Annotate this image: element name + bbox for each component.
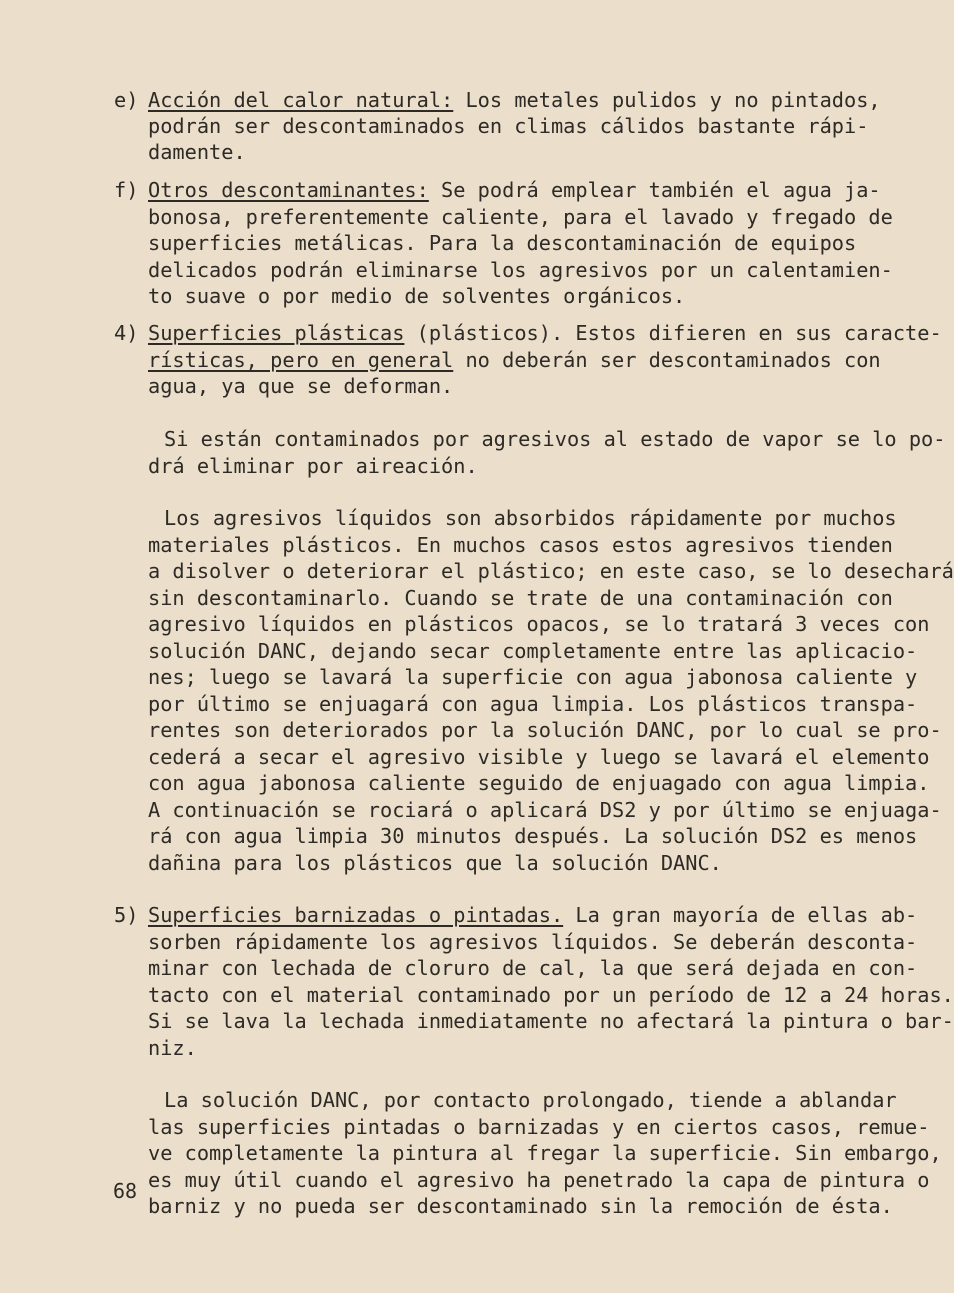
item-f-heading: Otros descontaminantes: — [148, 178, 429, 202]
item-4-para3-line-1: Los agresivos líquidos son absorbidos rápidamente por muchos — [164, 506, 897, 530]
item-4-para3-line-6: solución DANC, dejando secar completamente entre las aplicacio- — [148, 638, 918, 663]
item-4-para3-line-11: con agua jabonosa caliente seguido de enjuagado con agua limpia. — [148, 771, 930, 795]
item-4-heading: Superficies plásticas — [148, 321, 405, 345]
item-e-line-2: podrán ser descontaminados en climas cálidos bastante rápi- — [148, 114, 869, 138]
item-5-marker: 5) — [114, 903, 139, 927]
item-f-line-4: delicados podrán eliminarse los agresivos por un calentamien- — [148, 257, 893, 282]
item-f-line-3: superficies metálicas. Para la descontaminación de equipos — [148, 231, 857, 255]
item-4-line-3: agua, ya que se deforman. — [148, 374, 454, 398]
item-e-heading: Acción del calor natural: — [148, 88, 454, 112]
item-e-line-1: Acción del calor natural: Los metales pulidos y no pintados, — [148, 88, 881, 112]
item-5-para2-line-5: barniz y no pueda ser descontaminado sin la remoción de ésta. — [148, 1194, 893, 1218]
item-4-para3-line-13: rá con agua limpia 30 minutos después. La solución DS2 es menos — [148, 824, 918, 848]
item-e-marker: e) — [114, 88, 139, 112]
item-4-para3-line-14: dañina para los plásticos que la solución DANC. — [148, 850, 722, 875]
item-5-heading: Superficies barnizadas o pintadas. — [148, 903, 564, 927]
item-f-line-2: bonosa, preferentemente caliente, para el lavado y fregado de — [148, 204, 893, 229]
item-4-para3-line-5: agresivo líquidos en plásticos opacos, se lo tratará 3 veces con — [148, 612, 930, 636]
item-4-para3-line-4: sin descontaminarlo. Cuando se trate de una contaminación con — [148, 585, 893, 610]
item-5-line-1: Superficies barnizadas o pintadas. La gran mayoría de ellas ab- — [148, 903, 918, 927]
item-5-line-2: sorben rápidamente los agresivos líquidos. Se deberán desconta- — [148, 929, 918, 954]
item-4-para3-line-8: por último se enjuagará con agua limpia. Los plásticos transpa- — [148, 691, 918, 716]
item-e-line-3: damente. — [148, 140, 246, 164]
item-5-line-3: minar con lechada de cloruro de cal, la que será dejada en con- — [148, 956, 918, 980]
item-4-para3-line-9: rentes son deteriorados por la solución DANC, por lo cual se pro- — [148, 718, 942, 742]
item-f-line-1: Otros descontaminantes: Se podrá emplear también el agua ja- — [148, 178, 881, 202]
item-4-para3-line-10: cederá a secar el agresivo visible y luego se lavará el elemento — [148, 744, 930, 769]
item-5-para2-line-3: ve completamente la pintura al fregar la superficie. Sin embargo, — [148, 1141, 942, 1165]
item-f-marker: f) — [114, 178, 139, 202]
item-4-line-2: rísticas, pero en general no deberán ser descontaminados con — [148, 347, 881, 372]
item-4-para3-line-12: A continuación se rociará o aplicará DS2 y por último se enjuaga- — [148, 797, 942, 822]
item-5-para2-line-4: es muy útil cuando el agresivo ha penetrado la capa de pintura o — [148, 1167, 930, 1192]
item-4-para2-line-2: drá eliminar por aireación. — [148, 453, 478, 478]
item-4-para3-line-2: materiales plásticos. En muchos casos estos agresivos tienden — [148, 532, 893, 557]
item-4-para3-line-3: a disolver o deteriorar el plástico; en este caso, se lo desechará — [148, 559, 954, 583]
item-4-line-1: Superficies plásticas (plásticos). Estos difieren en sus caracte- — [148, 321, 942, 345]
item-f-line-5: to suave o por medio de solventes orgánicos. — [148, 284, 686, 308]
item-4-marker: 4) — [114, 321, 139, 345]
item-4-para2-line-1: Si están contaminados por agresivos al estado de vapor se lo po- — [164, 427, 946, 451]
page-number: 68 — [113, 1179, 138, 1203]
item-4-para3-line-7: nes; luego se lavará la superficie con agua jabonosa caliente y — [148, 665, 918, 689]
item-5-line-6: niz. — [148, 1035, 197, 1060]
item-5-line-5: Si se lava la lechada inmediatamente no afectará la pintura o bar- — [148, 1009, 954, 1033]
item-5-para2-line-2: las superficies pintadas o barnizadas y en ciertos casos, remue- — [148, 1114, 930, 1139]
item-5-para2-line-1: La solución DANC, por contacto prolongado, tiende a ablandar — [164, 1088, 897, 1112]
item-5-line-4: tacto con el material contaminado por un período de 12 a 24 horas. — [148, 982, 954, 1007]
